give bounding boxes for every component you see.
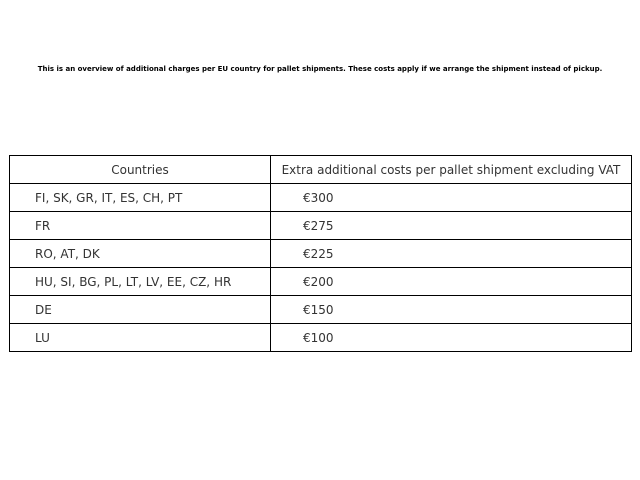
- charges-table: [9, 155, 632, 352]
- countries-cell: RO, AT, DK: [10, 240, 271, 268]
- table-row: [10, 324, 632, 352]
- table-row: [10, 212, 632, 240]
- table-row: [10, 184, 632, 212]
- table-row: [10, 240, 632, 268]
- cost-cell: €275: [271, 212, 632, 240]
- countries-cell: DE: [10, 296, 271, 324]
- countries-column-header: Countries: [10, 156, 271, 184]
- countries-cell: FR: [10, 212, 271, 240]
- cost-cell: €300: [271, 184, 632, 212]
- table-header-row: [10, 156, 632, 184]
- table-row: [10, 296, 632, 324]
- cost-cell: €200: [271, 268, 632, 296]
- cost-cell: €150: [271, 296, 632, 324]
- intro-text: This is an overview of additional charges per EU country for pallet shipments. These costs apply if we arrange the shipment instead of pickup.: [37, 65, 603, 73]
- countries-cell: LU: [10, 324, 271, 352]
- countries-cell: HU, SI, BG, PL, LT, LV, EE, CZ, HR: [10, 268, 271, 296]
- cost-column-header: Extra additional costs per pallet shipment excluding VAT: [271, 156, 632, 184]
- cost-cell: €100: [271, 324, 632, 352]
- countries-cell: FI, SK, GR, IT, ES, CH, PT: [10, 184, 271, 212]
- table-row: [10, 268, 632, 296]
- cost-cell: €225: [271, 240, 632, 268]
